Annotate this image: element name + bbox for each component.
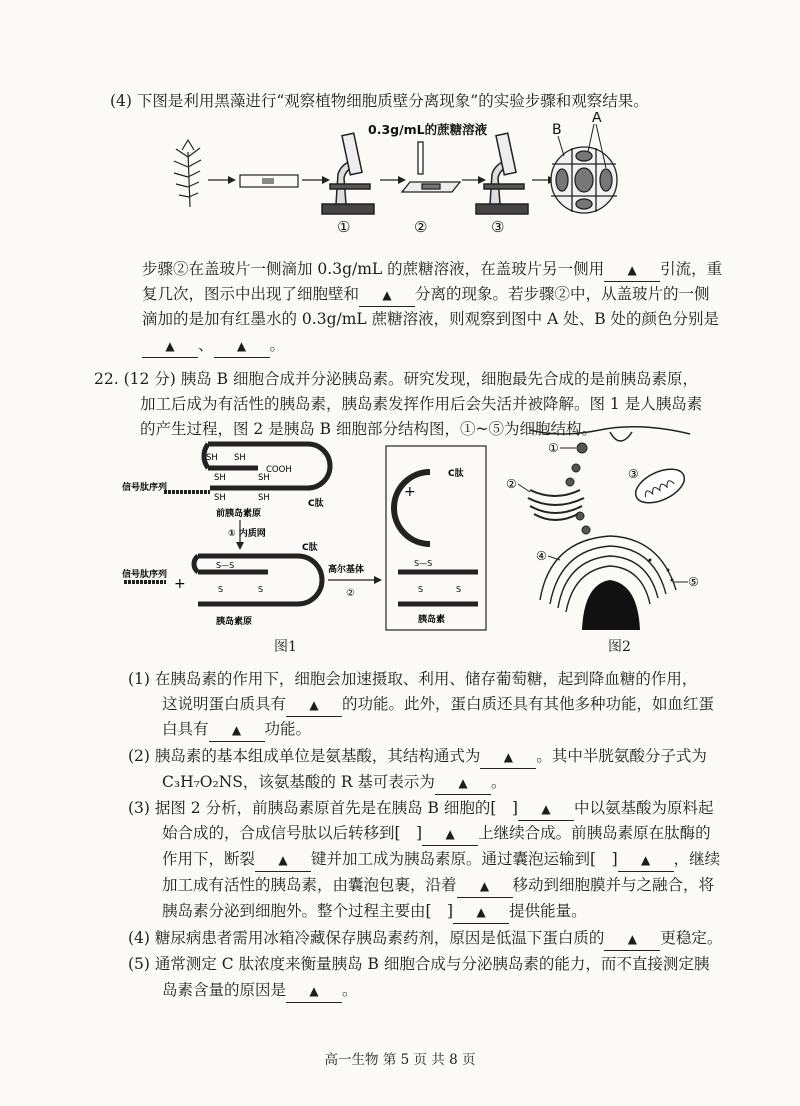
answer-blank[interactable]: ▲	[286, 693, 342, 717]
q22-3-line2: 始合成的，合成信号肽以后转移到[ ] ▲ 上继续合成。前胰岛素原在肽酶的	[162, 822, 711, 846]
svg-text:SH: SH	[258, 493, 270, 503]
page-footer: 高一生物 第 5 页 共 8 页	[324, 1052, 476, 1068]
q22-3-line5: 胰岛素分泌到细胞外。整个过程主要由[ ] ▲ 提供能量。	[162, 900, 587, 924]
q22-1-line2: 这说明蛋白质具有 ▲ 的功能。此外，蛋白质还具有其他多种功能，如血红蛋	[162, 693, 714, 717]
svg-text:+: +	[174, 576, 186, 592]
svg-text:+: +	[404, 484, 416, 500]
figure-2-caption: 图2	[608, 639, 631, 655]
answer-blank[interactable]: ▲	[457, 874, 513, 898]
dropper-icon	[402, 142, 460, 192]
figure-2-islet-b-cell	[500, 420, 720, 630]
svg-text:COOH: COOH	[266, 465, 292, 475]
answer-blank[interactable]: ▲	[209, 718, 265, 742]
answer-blank[interactable]: ▲	[422, 822, 478, 846]
answer-blank[interactable]: ▲	[255, 848, 311, 872]
svg-text:S: S	[258, 585, 264, 594]
svg-text:S: S	[218, 585, 224, 594]
q21-4-line1: 步骤②在盖玻片一侧滴加 0.3g/mL 的蔗糖溶液，在盖玻片另一侧用 ▲ 引流，重	[142, 258, 722, 282]
svg-text:C肽: C肽	[308, 499, 324, 509]
svg-text:高尔基体: 高尔基体	[328, 565, 365, 575]
svg-text:C肽: C肽	[448, 469, 464, 479]
label-B: B	[552, 122, 562, 138]
answer-blank[interactable]: ▲	[518, 797, 574, 821]
svg-text:S—S: S—S	[414, 559, 433, 568]
q22-5-line1: (5) 通常测定 C 肽浓度来衡量胰岛 B 细胞合成与分泌胰岛素的能力，而不直接测定胰	[128, 955, 710, 973]
q21-4-line4: ▲ 、 ▲ 。	[142, 334, 285, 358]
q21-4-line3: 滴加的是加有红墨水的 0.3g/mL 蔗糖溶液，则观察到图中 A 处、B 处的颜色分别是	[142, 310, 720, 328]
answer-blank[interactable]: ▲	[142, 334, 198, 358]
svg-text:S: S	[418, 585, 424, 594]
answer-blank[interactable]: ▲	[435, 771, 491, 795]
q22-1-line3: 白具有 ▲ 功能。	[162, 718, 311, 742]
figure-1-insulin-process	[118, 432, 490, 632]
q22-3-line4: 加工成有活性的胰岛素，由囊泡包裹，沿着 ▲ 移动到细胞膜并与之融合，将	[162, 874, 714, 898]
step-1-label: ①	[337, 218, 351, 236]
answer-blank[interactable]: ▲	[604, 927, 660, 951]
svg-text:① 内质网: ① 内质网	[228, 529, 266, 539]
sucrose-solution-label: 0.3g/mL的蔗糖溶液	[368, 122, 488, 137]
svg-text:SH: SH	[258, 473, 270, 483]
black-algae-icon	[174, 140, 201, 207]
answer-blank[interactable]: ▲	[453, 900, 509, 924]
svg-text:S: S	[456, 585, 462, 594]
q21-4-line2: 复几次，图示中出现了细胞壁和 ▲ 分离的现象。若步骤②中，从盖玻片的一侧	[142, 283, 710, 307]
svg-text:SH: SH	[214, 473, 226, 483]
answer-blank[interactable]: ▲	[359, 283, 415, 307]
q22-line2: 加工后成为有活性的胰岛素，胰岛素发挥作用后会失活并被降解。图 1 是人胰岛素	[140, 395, 703, 413]
label-A: A	[592, 112, 602, 126]
svg-text:SH: SH	[214, 493, 226, 503]
svg-text:胰岛素: 胰岛素	[418, 615, 446, 625]
q22-3-line1: (3) 据图 2 分析，前胰岛素原首先是在胰岛 B 细胞的[ ] ▲ 中以氨基酸为原料起	[128, 797, 713, 821]
microscope-icon	[322, 133, 374, 214]
q22-line1: 22. (12 分) 胰岛 B 细胞合成并分泌胰岛素。研究发现，细胞最先合成的是前胰岛素原，	[94, 370, 698, 388]
q22-2-line1: (2) 胰岛素的基本组成单位是氨基酸，其结构通式为 ▲ 。其中半胱氨酸分子式为	[128, 745, 707, 769]
svg-text:④: ④	[536, 549, 547, 563]
svg-text:SH: SH	[234, 453, 246, 463]
q22-4: (4) 糖尿病患者需用冰箱冷藏保存胰岛素药剂，原因是低温下蛋白质的 ▲ 更稳定。	[128, 927, 722, 951]
answer-blank[interactable]: ▲	[214, 334, 270, 358]
svg-text:信号肽序列: 信号肽序列	[122, 483, 168, 493]
step-3-label: ③	[491, 218, 505, 236]
plasmolysis-experiment-figure	[160, 112, 620, 240]
svg-text:①: ①	[548, 441, 559, 455]
q22-1-line1: (1) 在胰岛素的作用下，细胞会加速摄取、利用、储存葡萄糖，起到降血糖的作用，	[128, 670, 698, 688]
svg-text:前胰岛素原: 前胰岛素原	[216, 509, 262, 519]
svg-text:S—S: S—S	[216, 561, 235, 570]
answer-blank[interactable]: ▲	[604, 258, 660, 282]
cell-view-circle	[551, 147, 617, 213]
answer-blank[interactable]: ▲	[618, 848, 674, 872]
answer-blank[interactable]: ▲	[480, 745, 536, 769]
svg-text:SH: SH	[206, 453, 218, 463]
svg-text:信号肽序列: 信号肽序列	[122, 570, 168, 580]
svg-text:胰岛素原: 胰岛素原	[216, 617, 253, 627]
answer-blank[interactable]: ▲	[286, 979, 342, 1003]
svg-text:②: ②	[346, 588, 355, 599]
q22-line3: 的产生过程，图 2 是胰岛 B 细胞部分结构图，①~⑤为细胞结构。	[140, 420, 597, 438]
q22-5-line2: 岛素含量的原因是 ▲ 。	[162, 979, 358, 1003]
step-2-label: ②	[414, 218, 428, 236]
q21-4-intro: (4) 下图是利用黑藻进行“观察植物细胞质壁分离现象”的实验步骤和观察结果。	[110, 92, 649, 110]
svg-text:②: ②	[506, 477, 517, 491]
q22-3-line3: 作用下，断裂 ▲ 键并加工成为胰岛素原。通过囊泡运输到[ ] ▲ ，继续	[162, 848, 720, 872]
svg-text:③: ③	[628, 467, 639, 481]
q22-2-line2: C₃H₇O₂NS，该氨基酸的 R 基可表示为 ▲ 。	[162, 771, 506, 795]
svg-text:⑤: ⑤	[688, 575, 699, 589]
figure-1-caption: 图1	[274, 639, 297, 655]
svg-text:C肽: C肽	[302, 543, 318, 553]
microscope-icon-2	[476, 133, 528, 214]
